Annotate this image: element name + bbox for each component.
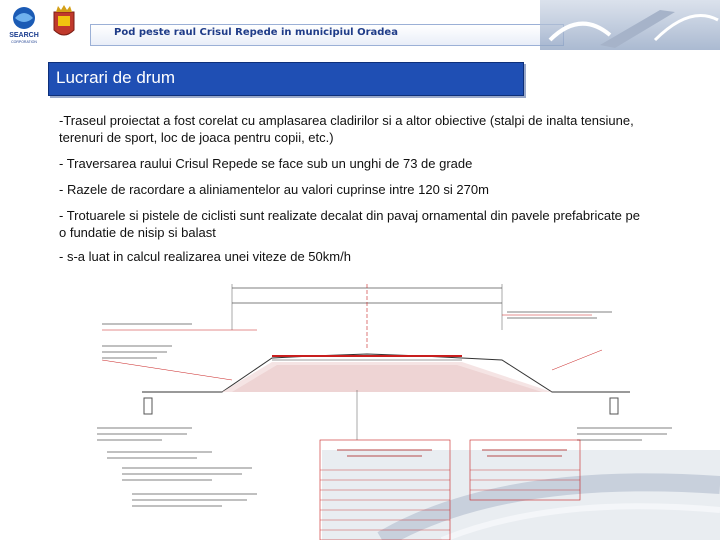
bullet-item: - Trotuarele si pistele de ciclisti sunt realizate decalat din pavaj ornamental din pavele prefabricate pe o fundatie de nisip si balast <box>59 208 640 240</box>
bullet-item: - Traversarea raului Crisul Repede se face sub un unghi de 73 de grade <box>59 156 473 171</box>
bullet-item: - Razele de racordare a aliniamentelor au valori cuprinse intre 120 si 270m <box>59 182 489 197</box>
oradea-crest-icon <box>52 4 76 42</box>
road-cross-section-drawing <box>82 270 720 540</box>
logo-text: SEARCH <box>9 32 39 39</box>
bullet-item: -Traseul proiectat a fost corelat cu amplasarea cladirilor si a altor obiective (stalpi de inalta tensiune, terenuri de sport, loc de joaca pentru copii, etc.) <box>59 113 634 145</box>
top-header <box>0 0 720 48</box>
page-header-title: Pod peste raul Crisul Repede in municipiul Oradea <box>114 27 398 38</box>
logo-subtext: CORPORATION <box>11 40 37 44</box>
header-photo-strip <box>540 0 720 50</box>
section-title: Lucrari de drum <box>56 68 176 87</box>
bullet-item: - s-a luat in calcul realizarea unei viteze de 50km/h <box>59 249 351 264</box>
search-logo-icon <box>4 4 44 44</box>
